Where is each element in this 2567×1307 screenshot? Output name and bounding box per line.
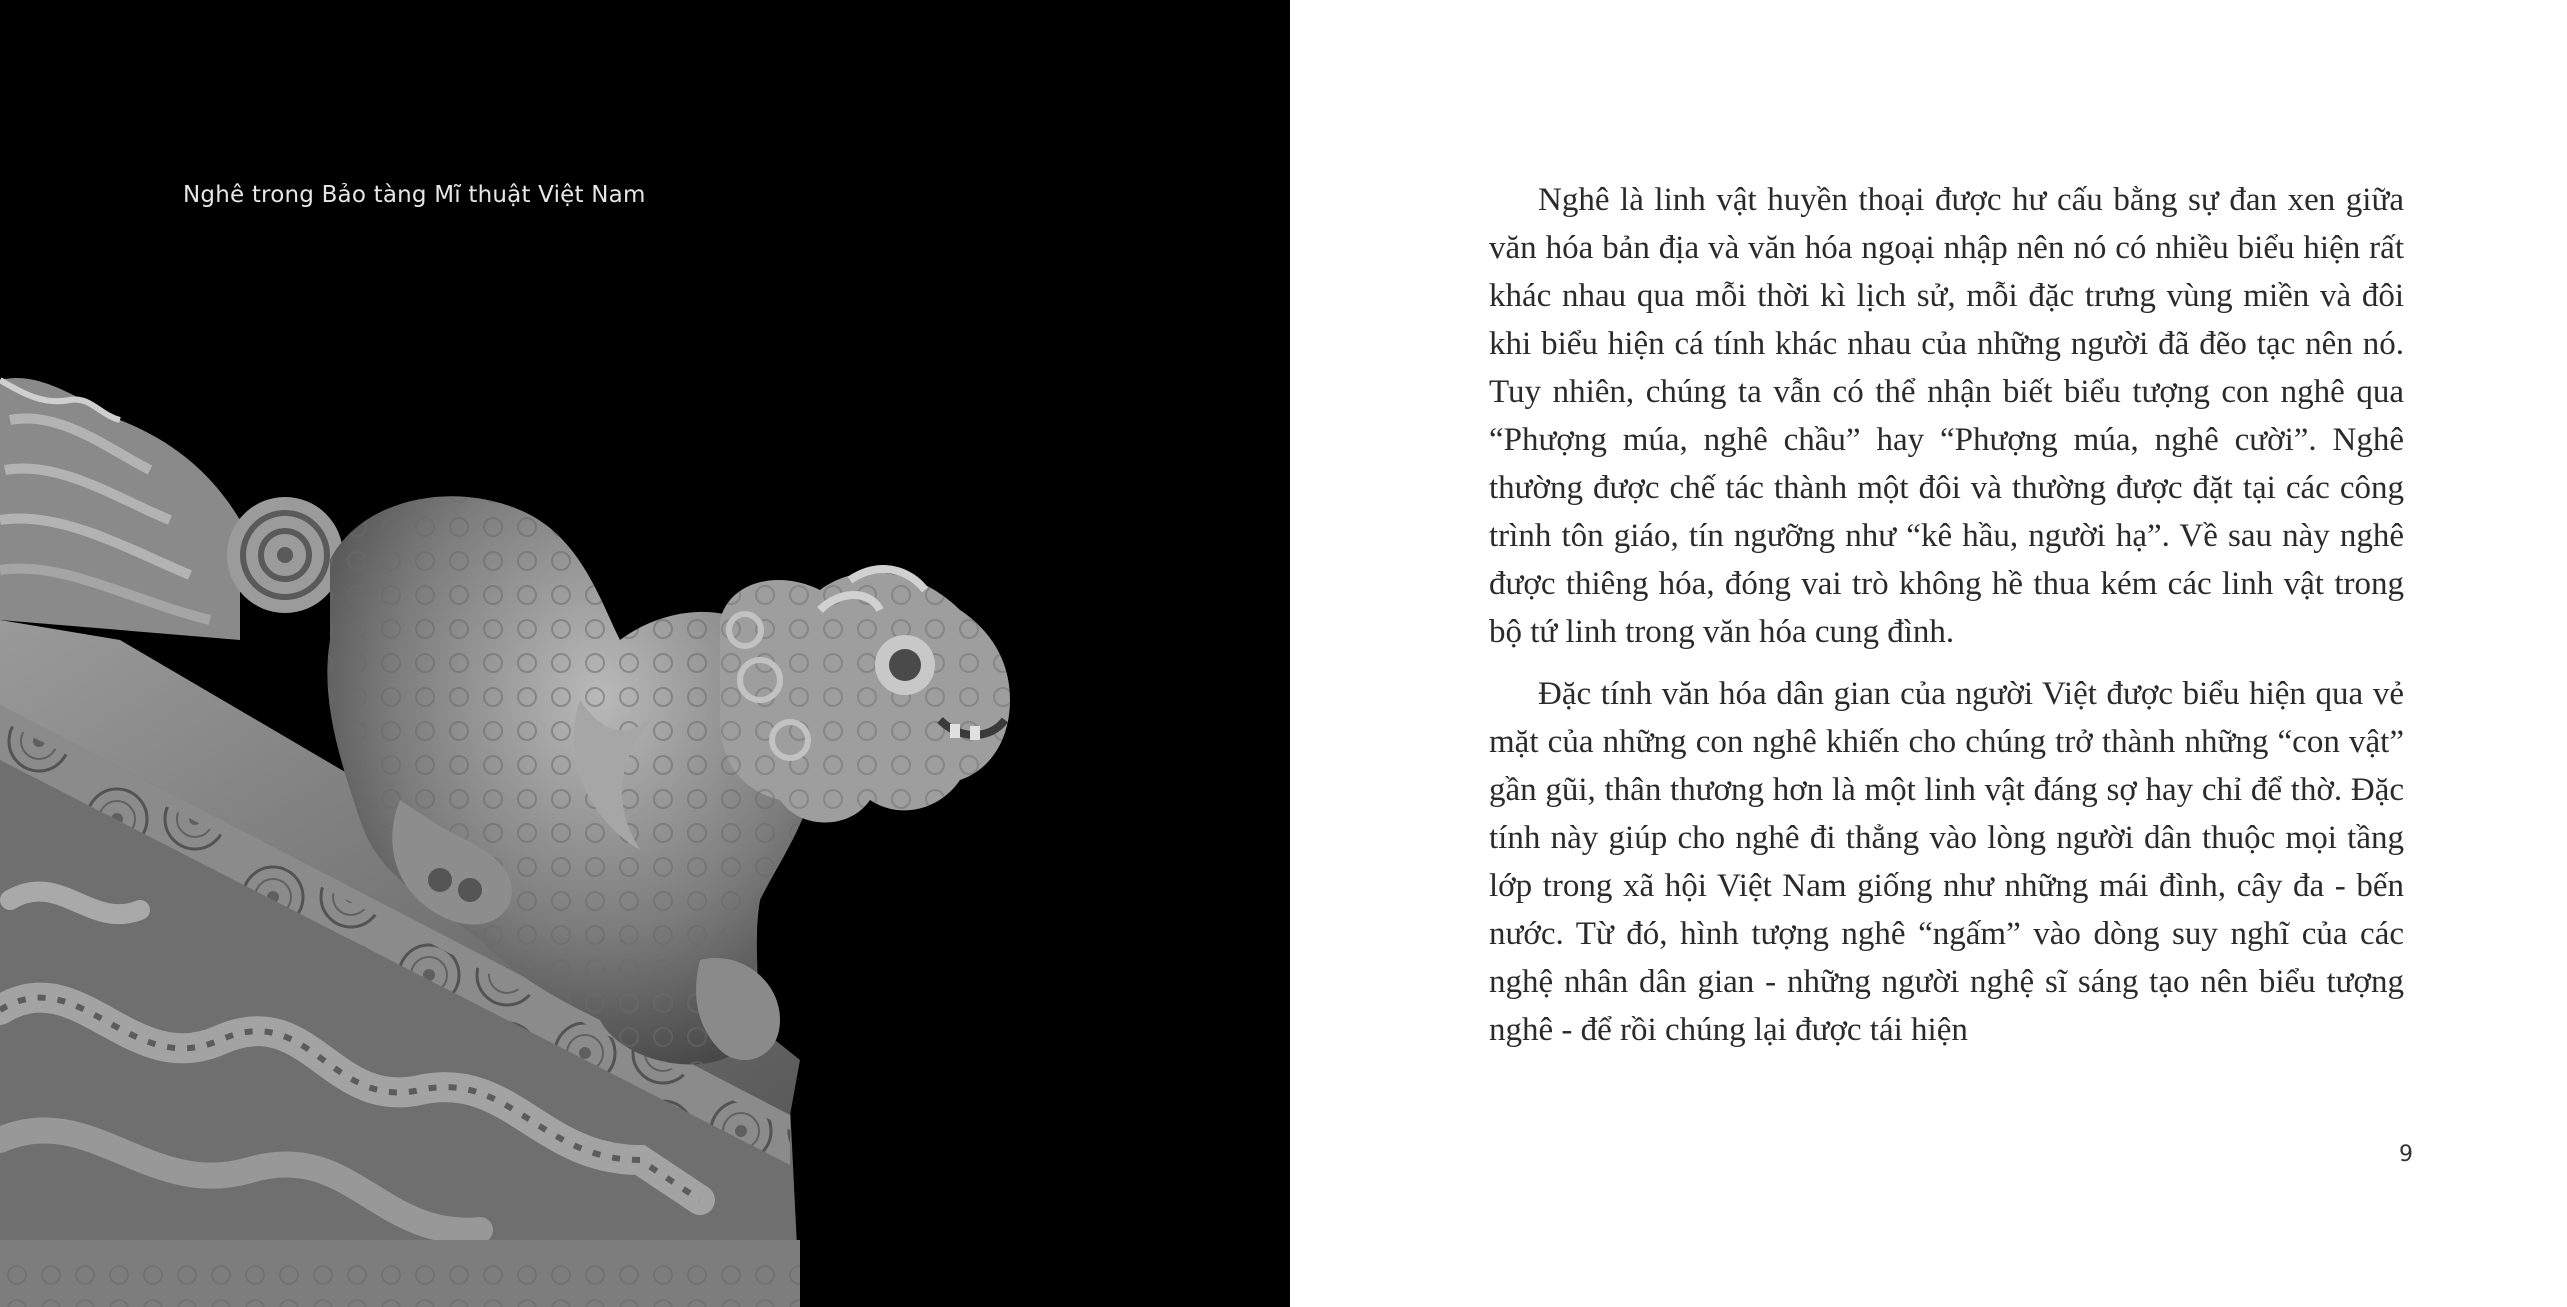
right-page xyxy=(1290,0,2567,1307)
running-header: Nghê trong Bảo tàng Mĩ thuật Việt Nam xyxy=(183,182,646,208)
page-number: 9 xyxy=(2399,1142,2413,1167)
paragraph-1: Nghê là linh vật huyền thoại được hư cấu bằng sự đan xen giữa văn hóa bản địa và văn hóa ngoại nhập nên nó có nhiều biểu hiện rất khác nhau qua mỗi thời kì lịch sử, mỗi đặc trưng vùng miền và đôi khi biểu hiện cá tính khác nhau của những người đã đẽo tạc nên nó. Tuy nhiên, chúng ta vẫn có thể nhận biết biểu tượng con nghê qua “Phượng múa, nghê chầu” hay “Phượng múa, nghê cười”. Nghê thường được chế tác thành một đôi và thường được đặt tại các công trình tôn giáo, tín ngưỡng như “kê hầu, người hạ”. Về sau này nghê được thiêng hóa, đóng vai trò không hề thua kém các linh vật trong bộ tứ linh trong văn hóa cung đình. xyxy=(1489,182,2404,650)
paragraph-2: Đặc tính văn hóa dân gian của người Việt được biểu hiện qua vẻ mặt của những con nghê khiến cho chúng trở thành những “con vật” gần gũi, thân thương hơn là một linh vật đáng sợ hay chỉ để thờ. Đặc tính này giúp cho nghê đi thẳng vào lòng người dân thuộc mọi tầng lớp trong xã hội Việt Nam giống như những mái đình, cây đa - bến nước. Từ đó, hình tượng nghê “ngấm” vào dòng suy nghĩ của các nghệ nhân dân gian - những người nghệ sĩ sáng tạo nên biểu tượng nghê - để rồi chúng lại được tái hiện xyxy=(1489,676,2404,1048)
body-text xyxy=(1489,176,2404,1068)
